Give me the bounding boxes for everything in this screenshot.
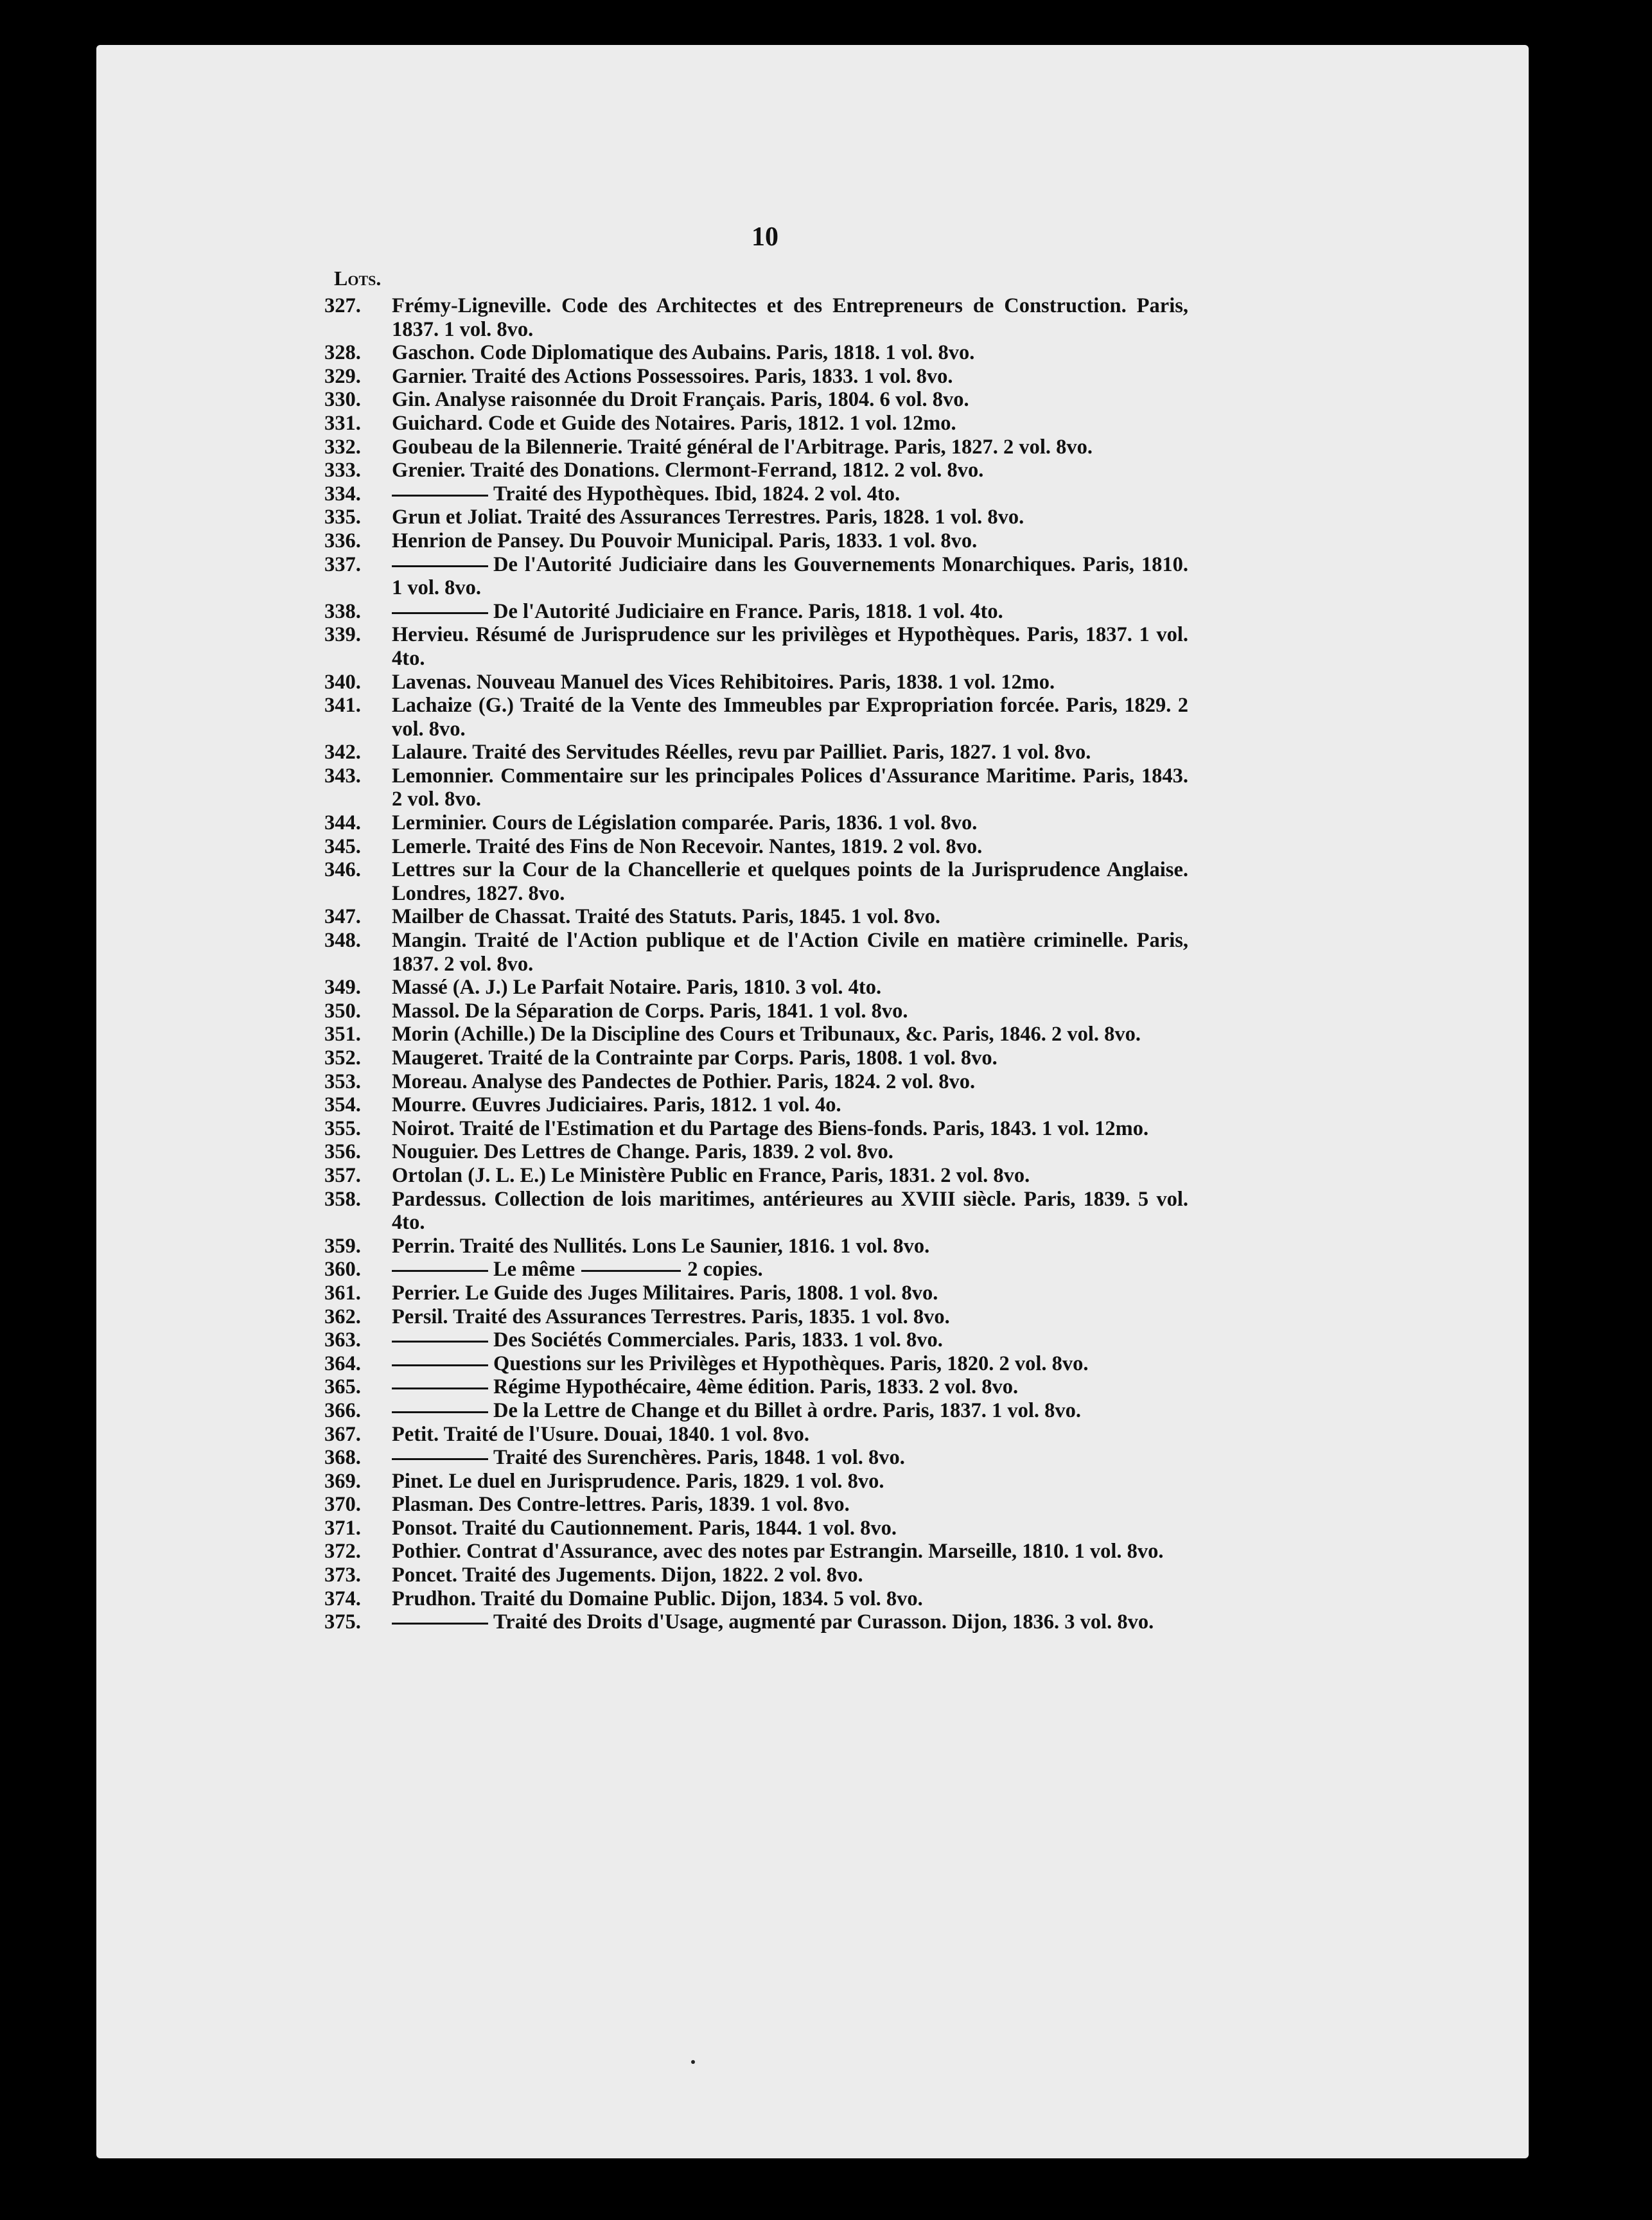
ink-dot bbox=[691, 2060, 695, 2064]
lot-title: Massol. De la Séparation de Corps. Paris, 1841. 1 vol. 8vo. bbox=[392, 999, 908, 1023]
lot-number: 375. bbox=[324, 1610, 361, 1634]
lot-entry bbox=[324, 1282, 1188, 1305]
lot-title: Ponsot. Traité du Cautionnement. Paris, 1844. 1 vol. 8vo. bbox=[392, 1516, 897, 1540]
lot-description bbox=[392, 858, 1188, 905]
lot-number: 351. bbox=[324, 1023, 361, 1046]
lot-description bbox=[392, 1305, 1188, 1329]
lot-description bbox=[392, 1423, 1188, 1447]
lot-entry bbox=[324, 341, 1188, 365]
lot-number: 365. bbox=[324, 1375, 361, 1399]
lot-number: 335. bbox=[324, 506, 361, 529]
lot-entry bbox=[324, 1164, 1188, 1188]
lot-title: Hervieu. Résumé de Jurisprudence sur les privilèges et Hypothèques. Paris, 1837. 1 vol. 4to. bbox=[392, 623, 1188, 670]
lot-description bbox=[392, 1610, 1188, 1634]
ditto-dash bbox=[392, 1411, 488, 1413]
lot-number: 361. bbox=[324, 1281, 361, 1305]
lot-entry bbox=[324, 694, 1188, 741]
lot-title: Des Sociétés Commerciales. Paris, 1833. 1 vol. 8vo. bbox=[493, 1328, 943, 1352]
lot-number: 367. bbox=[324, 1422, 361, 1446]
lot-entry bbox=[324, 1070, 1188, 1094]
ditto-dash bbox=[392, 1458, 488, 1460]
lot-number: 360. bbox=[324, 1258, 361, 1282]
lot-title: Moreau. Analyse des Pandectes de Pothier. Paris, 1824. 2 vol. 8vo. bbox=[392, 1070, 976, 1093]
lot-description bbox=[392, 1540, 1188, 1564]
lot-number: 369. bbox=[324, 1469, 361, 1493]
lot-entry bbox=[324, 1117, 1188, 1141]
ditto-dash bbox=[392, 1623, 488, 1625]
lot-title: Frémy-Ligneville. Code des Architectes et des Entrepreneurs de Construction. Paris, 1837. 1 vol. 8vo. bbox=[392, 294, 1188, 341]
lot-description bbox=[392, 1235, 1188, 1258]
lot-description bbox=[392, 1046, 1188, 1070]
lot-entry bbox=[324, 1305, 1188, 1329]
lot-title: Ortolan (J. L. E.) Le Ministère Public en France, Paris, 1831. 2 vol. 8vo. bbox=[392, 1163, 1030, 1187]
lot-entry bbox=[324, 835, 1188, 859]
lot-number: 327. bbox=[324, 294, 361, 317]
lot-title: De la Lettre de Change et du Billet à ordre. Paris, 1837. 1 vol. 8vo. bbox=[493, 1398, 1082, 1422]
lot-number: 363. bbox=[324, 1328, 361, 1352]
lot-description bbox=[392, 1399, 1188, 1423]
lot-number: 337. bbox=[324, 552, 361, 576]
lot-description bbox=[392, 694, 1188, 741]
lot-entry bbox=[324, 1188, 1188, 1235]
lot-title: Traité des Droits d'Usage, augmenté par Curasson. Dijon, 1836. 3 vol. 8vo. bbox=[493, 1610, 1154, 1634]
lot-number: 349. bbox=[324, 976, 361, 1000]
lot-number: 345. bbox=[324, 834, 361, 858]
lot-description bbox=[392, 1140, 1188, 1164]
lot-description bbox=[392, 482, 1188, 506]
lot-title: Persil. Traité des Assurances Terrestres. Paris, 1835. 1 vol. 8vo. bbox=[392, 1305, 950, 1328]
lot-number: 343. bbox=[324, 764, 361, 788]
lot-number: 356. bbox=[324, 1140, 361, 1164]
ditto-dash bbox=[392, 1341, 488, 1343]
ditto-dash bbox=[392, 1364, 488, 1366]
lot-number: 347. bbox=[324, 905, 361, 929]
ditto-dash bbox=[392, 565, 488, 567]
lot-entry bbox=[324, 1046, 1188, 1070]
lot-title: Régime Hypothécaire, 4ème édition. Paris, 1833. 2 vol. 8vo. bbox=[493, 1375, 1019, 1399]
lot-description bbox=[392, 294, 1188, 341]
lot-entry bbox=[324, 1352, 1188, 1376]
lot-description bbox=[392, 1446, 1188, 1470]
lot-number: 338. bbox=[324, 599, 361, 623]
lot-number: 357. bbox=[324, 1163, 361, 1187]
lot-description bbox=[392, 412, 1188, 436]
lot-number: 354. bbox=[324, 1093, 361, 1117]
lot-number: 368. bbox=[324, 1446, 361, 1470]
lot-title: Mailber de Chassat. Traité des Statuts. Paris, 1845. 1 vol. 8vo. bbox=[392, 905, 941, 929]
lot-number: 364. bbox=[324, 1352, 361, 1375]
lot-number: 370. bbox=[324, 1493, 361, 1517]
page-number: 10 bbox=[751, 222, 778, 252]
lot-entry bbox=[324, 741, 1188, 764]
lot-title: Lavenas. Nouveau Manuel des Vices Rehibitoires. Paris, 1838. 1 vol. 12mo. bbox=[392, 670, 1055, 694]
lot-entry bbox=[324, 1470, 1188, 1493]
ditto-dash bbox=[392, 1270, 488, 1272]
lot-entry bbox=[324, 929, 1188, 976]
lot-title: Petit. Traité de l'Usure. Douai, 1840. 1 vol. 8vo. bbox=[392, 1422, 809, 1446]
lot-entry bbox=[324, 388, 1188, 412]
lot-title: Morin (Achille.) De la Discipline des Cours et Tribunaux, &c. Paris, 1846. 2 vol. 8vo. bbox=[392, 1023, 1141, 1046]
lot-description bbox=[392, 929, 1188, 976]
lot-description bbox=[392, 1188, 1188, 1235]
lot-entry bbox=[324, 1235, 1188, 1258]
lot-note: 2 copies. bbox=[687, 1258, 763, 1282]
lot-number: 344. bbox=[324, 811, 361, 835]
lot-title: Lettres sur la Cour de la Chancellerie et quelques points de la Jurisprudence Anglaise. Londres, 1827. 8vo. bbox=[392, 858, 1188, 905]
lot-description bbox=[392, 741, 1188, 764]
lot-entry bbox=[324, 1540, 1188, 1564]
ditto-dash bbox=[392, 612, 488, 614]
lot-entry bbox=[324, 1023, 1188, 1046]
lot-description bbox=[392, 671, 1188, 694]
lots-header: Lots. bbox=[334, 267, 382, 290]
lot-description bbox=[392, 529, 1188, 553]
lot-title: Nouguier. Des Lettres de Change. Paris, 1839. 2 vol. 8vo. bbox=[392, 1140, 893, 1164]
lot-description bbox=[392, 811, 1188, 835]
lot-title: Lemerle. Traité des Fins de Non Recevoir. Nantes, 1819. 2 vol. 8vo. bbox=[392, 834, 983, 858]
lot-number: 331. bbox=[324, 411, 361, 435]
lot-entry bbox=[324, 1610, 1188, 1634]
lot-entry bbox=[324, 553, 1188, 600]
lot-entry bbox=[324, 529, 1188, 553]
lot-title: Prudhon. Traité du Domaine Public. Dijon, 1834. 5 vol. 8vo. bbox=[392, 1587, 923, 1610]
lot-entry bbox=[324, 365, 1188, 389]
lot-description bbox=[392, 506, 1188, 529]
lot-entry bbox=[324, 1446, 1188, 1470]
lot-title: Garnier. Traité des Actions Possessoires. Paris, 1833. 1 vol. 8vo. bbox=[392, 364, 953, 388]
lot-number: 348. bbox=[324, 929, 361, 953]
lot-title: Henrion de Pansey. Du Pouvoir Municipal. Paris, 1833. 1 vol. 8vo. bbox=[392, 529, 978, 552]
lot-entry bbox=[324, 1564, 1188, 1587]
lot-title: Pardessus. Collection de lois maritimes, antérieures au XVIII siècle. Paris, 1839. 5 vol. 4to. bbox=[392, 1187, 1188, 1235]
lot-title: Lalaure. Traité des Servitudes Réelles, revu par Pailliet. Paris, 1827. 1 vol. 8vo. bbox=[392, 741, 1091, 764]
binding-edge-rule bbox=[1489, 61, 1492, 2155]
lot-number: 353. bbox=[324, 1070, 361, 1093]
lot-entry bbox=[324, 1375, 1188, 1399]
binding-tick bbox=[1419, 562, 1434, 565]
lot-number: 336. bbox=[324, 529, 361, 552]
lot-title: Lerminier. Cours de Législation comparée. Paris, 1836. 1 vol. 8vo. bbox=[392, 811, 978, 835]
lot-number: 333. bbox=[324, 459, 361, 482]
lot-description bbox=[392, 1000, 1188, 1023]
lot-description bbox=[392, 623, 1188, 670]
lot-title: Lemonnier. Commentaire sur les principales Polices d'Assurance Maritime. Paris, 1843. 2 vol. 8vo. bbox=[392, 764, 1188, 811]
lot-entry bbox=[324, 506, 1188, 529]
lot-list bbox=[324, 294, 1188, 1634]
lot-title: Gin. Analyse raisonnée du Droit Français. Paris, 1804. 6 vol. 8vo. bbox=[392, 388, 969, 412]
lot-number: 371. bbox=[324, 1516, 361, 1540]
lot-description bbox=[392, 1023, 1188, 1046]
lot-description bbox=[392, 1493, 1188, 1517]
lot-number: 359. bbox=[324, 1234, 361, 1258]
lot-title: Plasman. Des Contre-lettres. Paris, 1839. 1 vol. 8vo. bbox=[392, 1493, 850, 1517]
lot-entry bbox=[324, 1423, 1188, 1447]
lot-entry bbox=[324, 1140, 1188, 1164]
lot-entry bbox=[324, 412, 1188, 436]
lot-entry bbox=[324, 1093, 1188, 1117]
lot-description bbox=[392, 365, 1188, 389]
lot-entry bbox=[324, 294, 1188, 341]
lot-title: Traité des Surenchères. Paris, 1848. 1 vol. 8vo. bbox=[493, 1446, 905, 1470]
lot-number: 340. bbox=[324, 670, 361, 694]
lot-description bbox=[392, 1587, 1188, 1611]
lot-number: 341. bbox=[324, 694, 361, 718]
lot-number: 362. bbox=[324, 1305, 361, 1328]
lot-title: De l'Autorité Judiciaire en France. Paris, 1818. 1 vol. 4to. bbox=[493, 599, 1003, 623]
lot-entry bbox=[324, 436, 1188, 459]
lot-number: 346. bbox=[324, 858, 361, 882]
lot-description bbox=[392, 1093, 1188, 1117]
lot-entry bbox=[324, 1587, 1188, 1611]
lot-entry bbox=[324, 671, 1188, 694]
ditto-dash bbox=[581, 1270, 681, 1272]
lot-description bbox=[392, 835, 1188, 859]
lot-number: 332. bbox=[324, 435, 361, 459]
lot-description bbox=[392, 976, 1188, 1000]
lot-number: 339. bbox=[324, 623, 361, 647]
lot-description bbox=[392, 1517, 1188, 1540]
lot-number: 329. bbox=[324, 364, 361, 388]
lot-entry bbox=[324, 623, 1188, 670]
lot-title: Grenier. Traité des Donations. Clermont-Ferrand, 1812. 2 vol. 8vo. bbox=[392, 459, 984, 482]
lot-description bbox=[392, 764, 1188, 811]
lot-description bbox=[392, 905, 1188, 929]
lot-description bbox=[392, 1352, 1188, 1376]
lot-entry bbox=[324, 482, 1188, 506]
lot-description bbox=[392, 553, 1188, 600]
lot-number: 342. bbox=[324, 741, 361, 764]
binding-tick bbox=[1475, 1010, 1507, 1013]
lot-title: Goubeau de la Bilennerie. Traité général de l'Arbitrage. Paris, 1827. 2 vol. 8vo. bbox=[392, 435, 1093, 459]
lot-description bbox=[392, 459, 1188, 482]
lot-entry bbox=[324, 858, 1188, 905]
lot-title: Le même bbox=[493, 1258, 576, 1282]
lot-entry bbox=[324, 905, 1188, 929]
lot-description bbox=[392, 1328, 1188, 1352]
lot-title: Grun et Joliat. Traité des Assurances Terrestres. Paris, 1828. 1 vol. 8vo. bbox=[392, 506, 1024, 529]
lot-number: 328. bbox=[324, 341, 361, 365]
lot-description bbox=[392, 1375, 1188, 1399]
lot-description bbox=[392, 436, 1188, 459]
lot-title: Lachaize (G.) Traité de la Vente des Immeubles par Expropriation forcée. Paris, 1829. 2 vol. 8vo. bbox=[392, 694, 1188, 741]
lot-title: Mangin. Traité de l'Action publique et de l'Action Civile en matière criminelle. Paris, 1837. 2 vol. 8vo. bbox=[392, 929, 1188, 976]
lot-number: 350. bbox=[324, 999, 361, 1023]
lot-title: Mourre. Œuvres Judiciaires. Paris, 1812. 1 vol. 4o. bbox=[392, 1093, 841, 1117]
lot-entry bbox=[324, 1517, 1188, 1540]
lot-title: Pinet. Le duel en Jurisprudence. Paris, 1829. 1 vol. 8vo. bbox=[392, 1469, 884, 1493]
lot-entry bbox=[324, 600, 1188, 624]
lot-description bbox=[392, 1470, 1188, 1493]
lot-number: 358. bbox=[324, 1187, 361, 1211]
lot-number: 373. bbox=[324, 1564, 361, 1587]
lot-number: 352. bbox=[324, 1046, 361, 1070]
lot-description bbox=[392, 1258, 1188, 1282]
lot-entry bbox=[324, 764, 1188, 811]
lot-number: 355. bbox=[324, 1116, 361, 1140]
lot-title: Massé (A. J.) Le Parfait Notaire. Paris, 1810. 3 vol. 4to. bbox=[392, 976, 882, 1000]
lot-description bbox=[392, 341, 1188, 365]
lot-description bbox=[392, 1070, 1188, 1094]
lot-entry bbox=[324, 1328, 1188, 1352]
lot-description bbox=[392, 1164, 1188, 1188]
lot-title: Maugeret. Traité de la Contrainte par Corps. Paris, 1808. 1 vol. 8vo. bbox=[392, 1046, 997, 1070]
lot-title: Perrin. Traité des Nullités. Lons Le Saunier, 1816. 1 vol. 8vo. bbox=[392, 1234, 930, 1258]
lot-title: Noirot. Traité de l'Estimation et du Partage des Biens-fonds. Paris, 1843. 1 vol. 12mo. bbox=[392, 1116, 1149, 1140]
lot-title: Traité des Hypothèques. Ibid, 1824. 2 vol. 4to. bbox=[493, 482, 901, 506]
ditto-dash bbox=[392, 1388, 488, 1389]
lot-entry bbox=[324, 1493, 1188, 1517]
lot-number: 334. bbox=[324, 482, 361, 506]
ditto-dash bbox=[392, 495, 488, 497]
lot-number: 366. bbox=[324, 1398, 361, 1422]
lot-entry bbox=[324, 976, 1188, 1000]
lot-title: De l'Autorité Judiciaire dans les Gouvernements Monarchiques. Paris, 1810. 1 vol. 8vo. bbox=[392, 552, 1188, 600]
lot-entry bbox=[324, 811, 1188, 835]
lot-title: Questions sur les Privilèges et Hypothèques. Paris, 1820. 2 vol. 8vo. bbox=[493, 1352, 1089, 1375]
lot-title: Gaschon. Code Diplomatique des Aubains. Paris, 1818. 1 vol. 8vo. bbox=[392, 341, 975, 365]
lot-title: Perrier. Le Guide des Juges Militaires. Paris, 1808. 1 vol. 8vo. bbox=[392, 1281, 938, 1305]
lot-title: Guichard. Code et Guide des Notaires. Paris, 1812. 1 vol. 12mo. bbox=[392, 411, 956, 435]
lot-description bbox=[392, 388, 1188, 412]
lot-entry bbox=[324, 1399, 1188, 1423]
binding-tick bbox=[1475, 501, 1507, 504]
lot-number: 374. bbox=[324, 1587, 361, 1610]
lot-title: Poncet. Traité des Jugements. Dijon, 1822. 2 vol. 8vo. bbox=[392, 1564, 863, 1587]
lot-description bbox=[392, 1117, 1188, 1141]
lot-entry bbox=[324, 459, 1188, 482]
lot-title: Pothier. Contrat d'Assurance, avec des notes par Estrangin. Marseille, 1810. 1 vol. 8vo. bbox=[392, 1540, 1164, 1564]
lot-number: 330. bbox=[324, 388, 361, 412]
lot-number: 372. bbox=[324, 1540, 361, 1564]
lot-description bbox=[392, 600, 1188, 624]
lot-description bbox=[392, 1564, 1188, 1587]
lot-entry bbox=[324, 1258, 1188, 1282]
binding-tick bbox=[1413, 1580, 1452, 1583]
lot-description bbox=[392, 1282, 1188, 1305]
lot-entry bbox=[324, 1000, 1188, 1023]
